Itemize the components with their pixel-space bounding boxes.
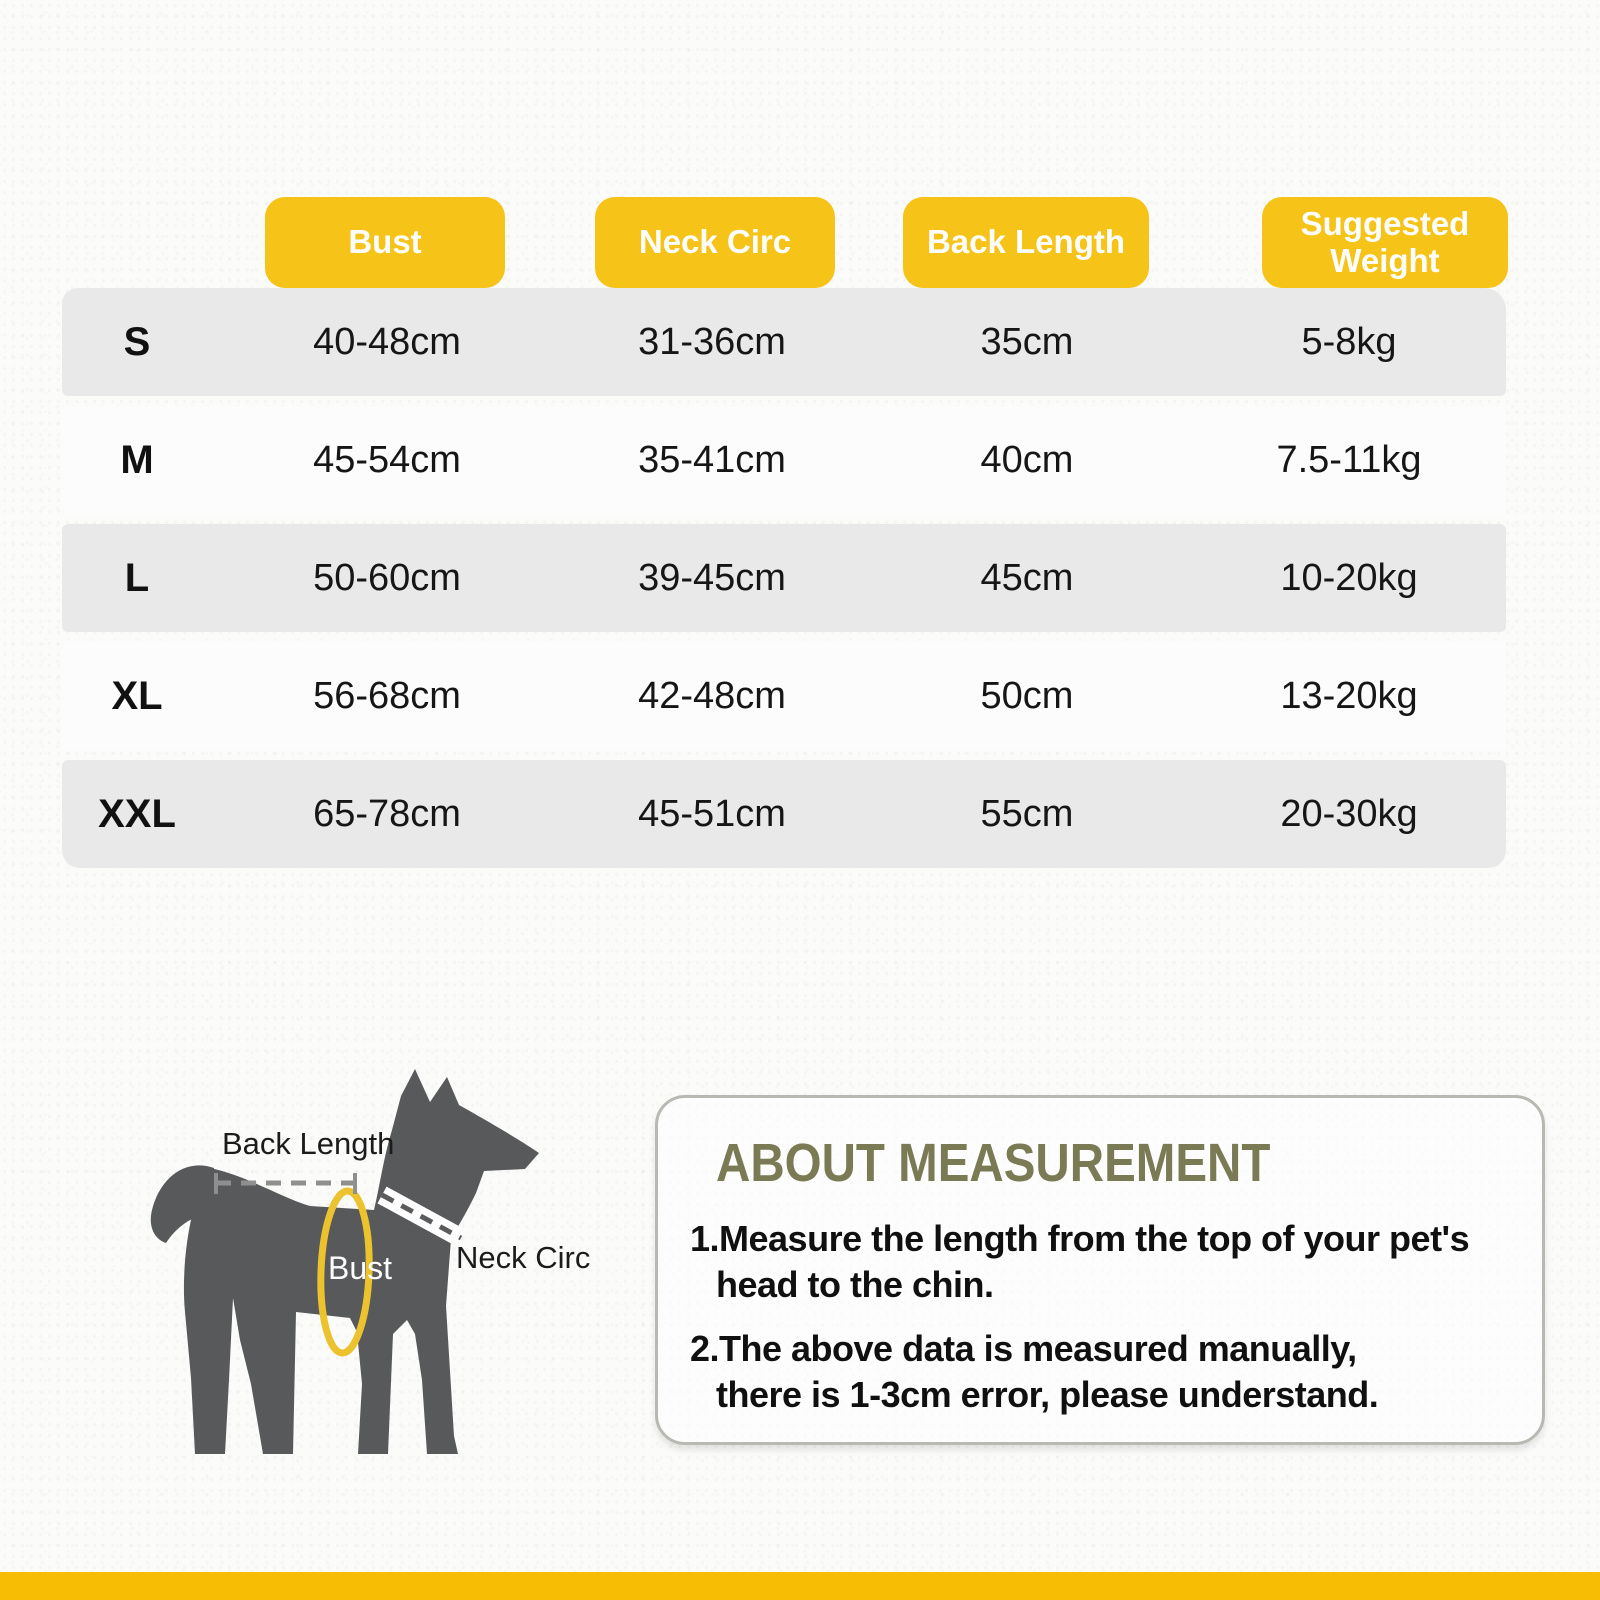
neck-circ-label: Neck Circ: [456, 1240, 591, 1275]
column-header-neck-circ: Neck Circ: [595, 197, 835, 288]
about-note-2: [690, 1326, 1378, 1418]
table-row-xl: [62, 642, 1506, 750]
size-label: M: [120, 437, 154, 482]
about-note-2-line-1: 2.The above data is measured manually,: [690, 1328, 1357, 1369]
bust-value: 56-68cm: [313, 674, 461, 717]
size-label: XXL: [98, 791, 176, 836]
back-length-value: 40cm: [980, 438, 1074, 481]
weight-value: 20-30kg: [1280, 792, 1418, 835]
back-length-value: 55cm: [980, 792, 1074, 835]
weight-value: 10-20kg: [1280, 556, 1418, 599]
column-header-suggested-weight: Suggested Weight: [1262, 197, 1508, 288]
neck-circ-value: 35-41cm: [638, 438, 786, 481]
neck-circ-value: 42-48cm: [638, 674, 786, 717]
column-header-back-length: Back Length: [903, 197, 1149, 288]
weight-value: 7.5-11kg: [1276, 438, 1422, 481]
about-note-1-line-2: head to the chin.: [716, 1264, 994, 1306]
measurement-diagram: [130, 1040, 670, 1480]
table-row-xxl: [62, 760, 1506, 868]
neck-circ-value: 45-51cm: [638, 792, 786, 835]
size-label: L: [124, 555, 150, 600]
neck-circ-value: 31-36cm: [638, 320, 786, 363]
back-length-value: 50cm: [980, 674, 1074, 717]
neck-circ-value: 39-45cm: [638, 556, 786, 599]
bust-label: Bust: [328, 1250, 393, 1286]
size-table: [62, 288, 1506, 878]
weight-value: 5-8kg: [1301, 320, 1397, 363]
bust-value: 45-54cm: [313, 438, 461, 481]
table-row-l: [62, 524, 1506, 632]
about-measurement-panel: [655, 1095, 1545, 1445]
size-label: S: [123, 319, 151, 364]
weight-value: 13-20kg: [1280, 674, 1418, 717]
about-note-1-line-1: 1.Measure the length from the top of your pet's: [690, 1218, 1470, 1259]
back-length-value: 35cm: [980, 320, 1074, 363]
about-title: ABOUT MEASUREMENT: [716, 1133, 1271, 1193]
bust-value: 40-48cm: [313, 320, 461, 363]
about-note-1: [690, 1216, 1469, 1308]
bottom-accent-bar: [0, 1572, 1600, 1600]
table-row-m: [62, 406, 1506, 514]
bust-value: 50-60cm: [313, 556, 461, 599]
back-length-label: Back Length: [222, 1126, 395, 1161]
back-length-value: 45cm: [980, 556, 1074, 599]
bust-value: 65-78cm: [313, 792, 461, 835]
about-note-2-line-2: there is 1-3cm error, please understand.: [716, 1374, 1379, 1416]
table-row-s: [62, 288, 1506, 396]
size-label: XL: [111, 673, 163, 718]
column-header-bust: Bust: [265, 197, 505, 288]
